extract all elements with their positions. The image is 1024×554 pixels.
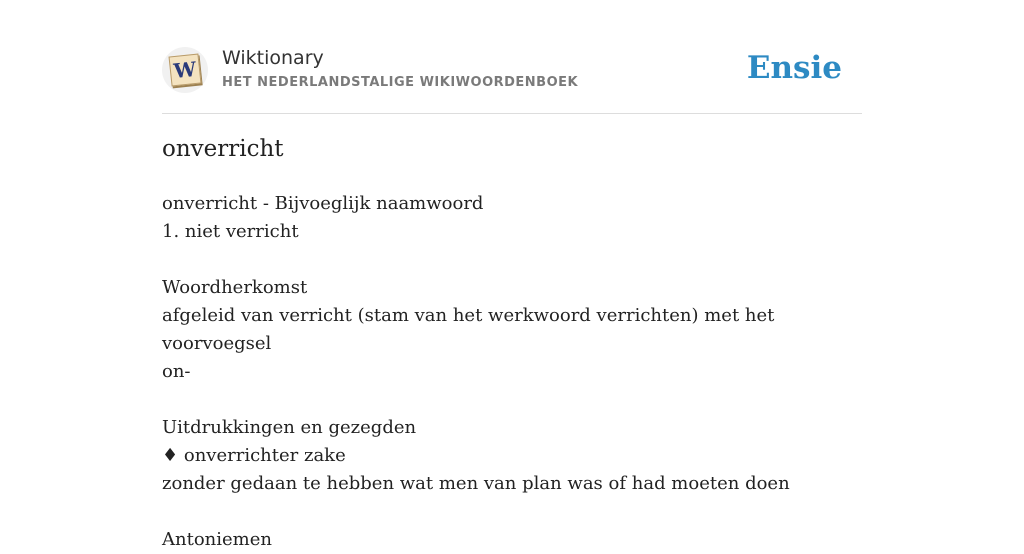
blank-line [162, 498, 862, 526]
blank-line [162, 386, 862, 414]
logo-tile [169, 54, 202, 87]
site-title[interactable]: Wiktionary [222, 47, 324, 69]
page-container [162, 0, 862, 550]
expression-meaning: zonder gedaan te hebben wat men van plan was of had moeten doen [162, 473, 790, 494]
definition-content [162, 190, 862, 554]
definition-heading: onverricht - Bijvoeglijk naamwoord [162, 193, 484, 214]
site-header [162, 0, 862, 114]
section-heading-etymology: Woordherkomst [162, 277, 308, 298]
etymology-text-continued: on- [162, 361, 191, 382]
definition-item: 1. niet verricht [162, 221, 299, 242]
logo-letter: W [172, 56, 198, 84]
page-title: onverricht [162, 136, 284, 162]
ensie-logo[interactable]: Ensie [746, 50, 842, 86]
wiktionary-logo-icon[interactable] [162, 47, 208, 93]
etymology-text: afgeleid van verricht (stam van het werkwoord verrichten) met het voorvoegsel [162, 305, 775, 354]
section-heading-antonyms: Antoniemen [162, 529, 272, 550]
blank-line [162, 246, 862, 274]
expression-item: ♦ onverrichter zake [162, 445, 346, 466]
section-heading-expressions: Uitdrukkingen en gezegden [162, 417, 417, 438]
site-subtitle: HET NEDERLANDSTALIGE WIKIWOORDENBOEK [222, 75, 579, 90]
